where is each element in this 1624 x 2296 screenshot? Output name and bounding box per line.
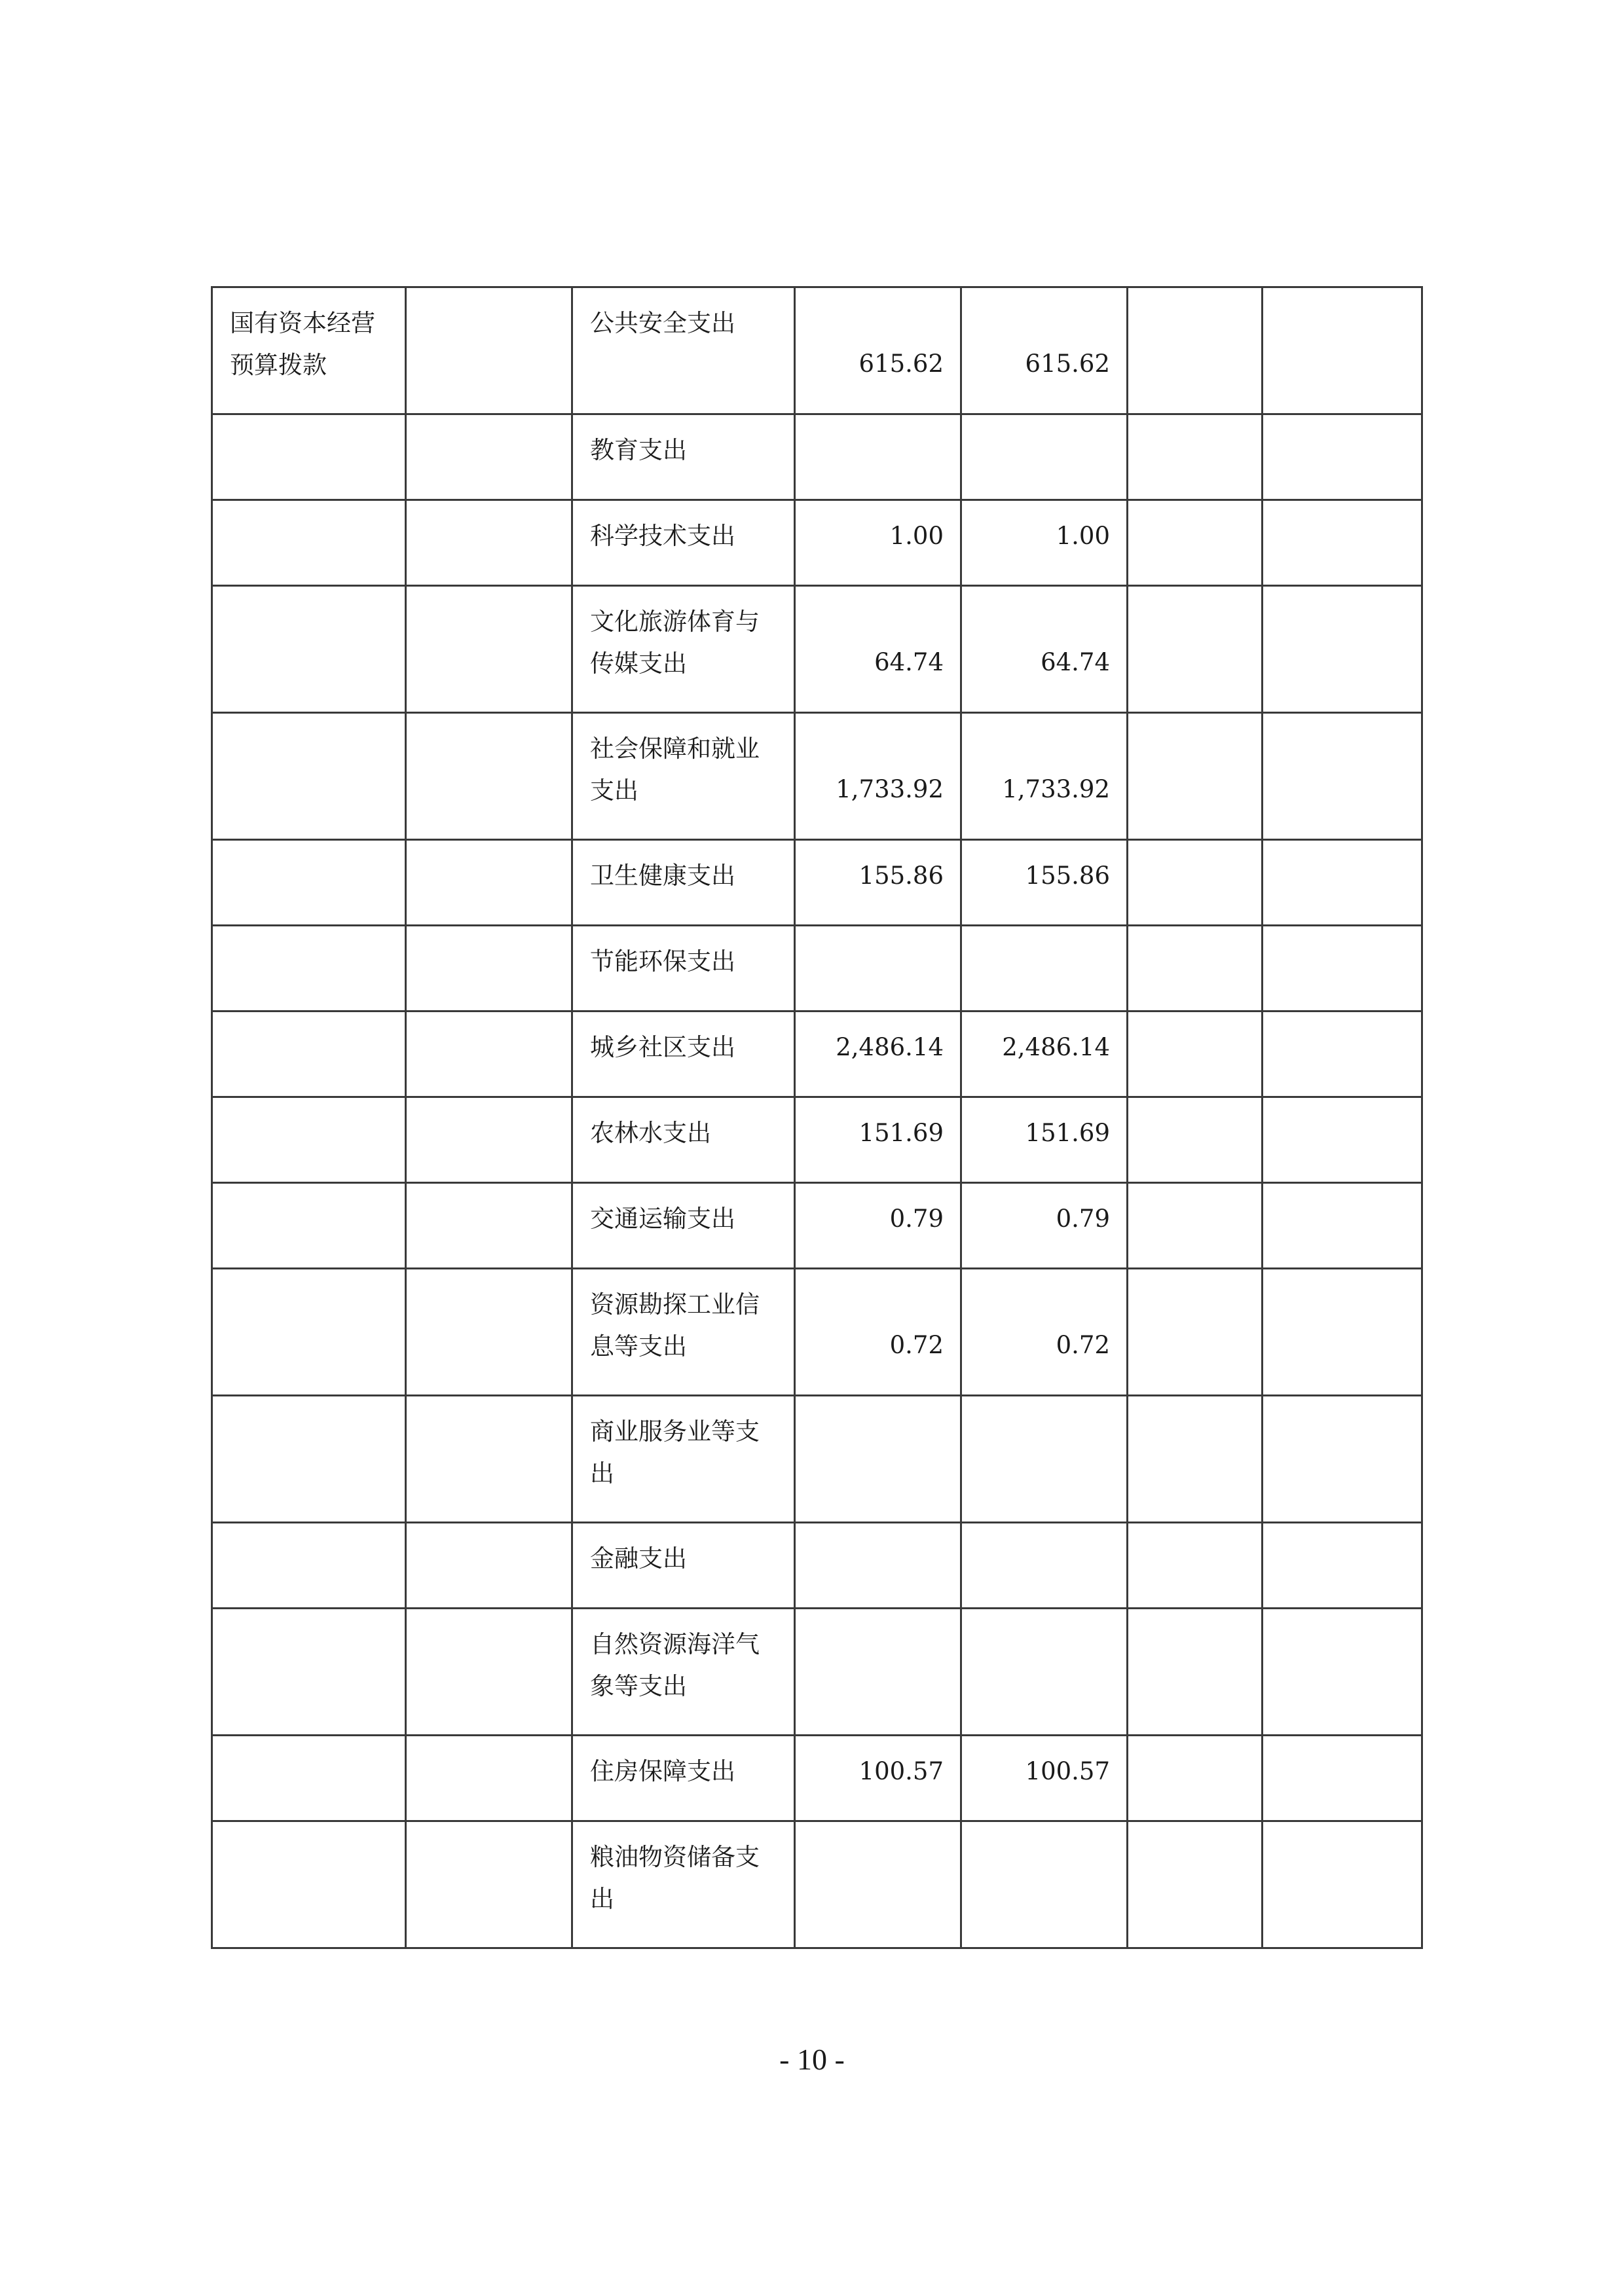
source-cell <box>212 926 406 1011</box>
expenditure-item-cell: 节能环保支出 <box>572 926 795 1011</box>
blank-cell <box>1128 414 1263 500</box>
blank-cell <box>1128 713 1263 840</box>
table-row <box>212 1097 1422 1183</box>
amount-budget-cell <box>961 926 1128 1011</box>
blank-cell <box>1263 1011 1422 1097</box>
source-cell <box>212 1609 406 1736</box>
expenditure-item-cell: 公共安全支出 <box>572 287 795 414</box>
blank-cell <box>1128 926 1263 1011</box>
source-cell <box>212 1396 406 1523</box>
table-row <box>212 713 1422 840</box>
amount-total-cell: 151.69 <box>795 1097 961 1183</box>
amount-total-cell: 615.62 <box>795 287 961 414</box>
blank-cell <box>406 500 572 586</box>
blank-cell <box>406 1523 572 1609</box>
table-row <box>212 840 1422 926</box>
table-row <box>212 1396 1422 1523</box>
blank-cell <box>1128 287 1263 414</box>
expenditure-item-cell: 文化旅游体育与传媒支出 <box>572 586 795 713</box>
blank-cell <box>1128 840 1263 926</box>
amount-budget-cell: 2,486.14 <box>961 1011 1128 1097</box>
blank-cell <box>1263 414 1422 500</box>
expenditure-item-cell: 教育支出 <box>572 414 795 500</box>
amount-total-cell <box>795 1396 961 1523</box>
blank-cell <box>1128 500 1263 586</box>
table-row <box>212 500 1422 586</box>
amount-budget-cell: 155.86 <box>961 840 1128 926</box>
budget-expenditure-table <box>211 286 1423 1949</box>
amount-total-cell <box>795 1821 961 1948</box>
source-cell <box>212 713 406 840</box>
blank-cell <box>406 287 572 414</box>
expenditure-item-cell: 社会保障和就业支出 <box>572 713 795 840</box>
source-cell <box>212 586 406 713</box>
blank-cell <box>406 586 572 713</box>
table-row <box>212 586 1422 713</box>
expenditure-item-cell: 交通运输支出 <box>572 1183 795 1269</box>
table-row <box>212 1183 1422 1269</box>
blank-cell <box>1263 1523 1422 1609</box>
expenditure-item-cell: 自然资源海洋气象等支出 <box>572 1609 795 1736</box>
table-row <box>212 287 1422 414</box>
blank-cell <box>1263 713 1422 840</box>
source-cell <box>212 1097 406 1183</box>
blank-cell <box>1128 1609 1263 1736</box>
source-cell <box>212 840 406 926</box>
amount-total-cell: 0.79 <box>795 1183 961 1269</box>
blank-cell <box>1263 1183 1422 1269</box>
blank-cell <box>1263 1821 1422 1948</box>
blank-cell <box>1128 586 1263 713</box>
blank-cell <box>1263 586 1422 713</box>
blank-cell <box>406 1183 572 1269</box>
amount-total-cell <box>795 1609 961 1736</box>
amount-total-cell: 155.86 <box>795 840 961 926</box>
blank-cell <box>1128 1269 1263 1396</box>
source-cell <box>212 500 406 586</box>
amount-budget-cell <box>961 1821 1128 1948</box>
amount-budget-cell: 0.79 <box>961 1183 1128 1269</box>
amount-total-cell: 0.72 <box>795 1269 961 1396</box>
amount-total-cell <box>795 926 961 1011</box>
source-cell <box>212 1183 406 1269</box>
source-cell: 国有资本经营预算拨款 <box>212 287 406 414</box>
blank-cell <box>406 1097 572 1183</box>
amount-budget-cell <box>961 1523 1128 1609</box>
table-row <box>212 414 1422 500</box>
blank-cell <box>1263 1097 1422 1183</box>
amount-total-cell <box>795 414 961 500</box>
blank-cell <box>406 840 572 926</box>
source-cell <box>212 1736 406 1821</box>
amount-budget-cell: 100.57 <box>961 1736 1128 1821</box>
source-cell <box>212 414 406 500</box>
amount-budget-cell <box>961 1396 1128 1523</box>
blank-cell <box>1128 1097 1263 1183</box>
blank-cell <box>406 414 572 500</box>
expenditure-item-cell: 卫生健康支出 <box>572 840 795 926</box>
amount-total-cell <box>795 1523 961 1609</box>
table-body <box>212 287 1422 1948</box>
table-row <box>212 1269 1422 1396</box>
amount-budget-cell: 64.74 <box>961 586 1128 713</box>
expenditure-item-cell: 商业服务业等支出 <box>572 1396 795 1523</box>
blank-cell <box>1128 1183 1263 1269</box>
blank-cell <box>1128 1396 1263 1523</box>
amount-total-cell: 2,486.14 <box>795 1011 961 1097</box>
blank-cell <box>1263 1269 1422 1396</box>
expenditure-item-cell: 城乡社区支出 <box>572 1011 795 1097</box>
blank-cell <box>406 926 572 1011</box>
expenditure-item-cell: 农林水支出 <box>572 1097 795 1183</box>
blank-cell <box>406 713 572 840</box>
amount-total-cell: 100.57 <box>795 1736 961 1821</box>
blank-cell <box>406 1396 572 1523</box>
blank-cell <box>1128 1736 1263 1821</box>
expenditure-item-cell: 资源勘探工业信息等支出 <box>572 1269 795 1396</box>
expenditure-item-cell: 粮油物资储备支出 <box>572 1821 795 1948</box>
blank-cell <box>406 1736 572 1821</box>
amount-total-cell: 64.74 <box>795 586 961 713</box>
blank-cell <box>1263 287 1422 414</box>
expenditure-item-cell: 科学技术支出 <box>572 500 795 586</box>
blank-cell <box>1263 1609 1422 1736</box>
expenditure-item-cell: 金融支出 <box>572 1523 795 1609</box>
blank-cell <box>1263 1396 1422 1523</box>
amount-budget-cell: 151.69 <box>961 1097 1128 1183</box>
blank-cell <box>1128 1011 1263 1097</box>
page-number: - 10 - <box>779 2043 845 2076</box>
table-row <box>212 1609 1422 1736</box>
blank-cell <box>1263 926 1422 1011</box>
blank-cell <box>406 1011 572 1097</box>
blank-cell <box>1128 1523 1263 1609</box>
blank-cell <box>406 1609 572 1736</box>
blank-cell <box>406 1821 572 1948</box>
table-row <box>212 1736 1422 1821</box>
amount-total-cell: 1.00 <box>795 500 961 586</box>
amount-budget-cell: 1,733.92 <box>961 713 1128 840</box>
blank-cell <box>1263 840 1422 926</box>
table-row <box>212 1523 1422 1609</box>
table-row <box>212 1011 1422 1097</box>
amount-budget-cell: 1.00 <box>961 500 1128 586</box>
source-cell <box>212 1523 406 1609</box>
source-cell <box>212 1269 406 1396</box>
blank-cell <box>1128 1821 1263 1948</box>
blank-cell <box>1263 1736 1422 1821</box>
source-cell <box>212 1821 406 1948</box>
amount-budget-cell <box>961 414 1128 500</box>
table-row <box>212 1821 1422 1948</box>
amount-total-cell: 1,733.92 <box>795 713 961 840</box>
amount-budget-cell: 615.62 <box>961 287 1128 414</box>
blank-cell <box>406 1269 572 1396</box>
blank-cell <box>1263 500 1422 586</box>
source-cell <box>212 1011 406 1097</box>
table-row <box>212 926 1422 1011</box>
expenditure-item-cell: 住房保障支出 <box>572 1736 795 1821</box>
amount-budget-cell: 0.72 <box>961 1269 1128 1396</box>
amount-budget-cell <box>961 1609 1128 1736</box>
